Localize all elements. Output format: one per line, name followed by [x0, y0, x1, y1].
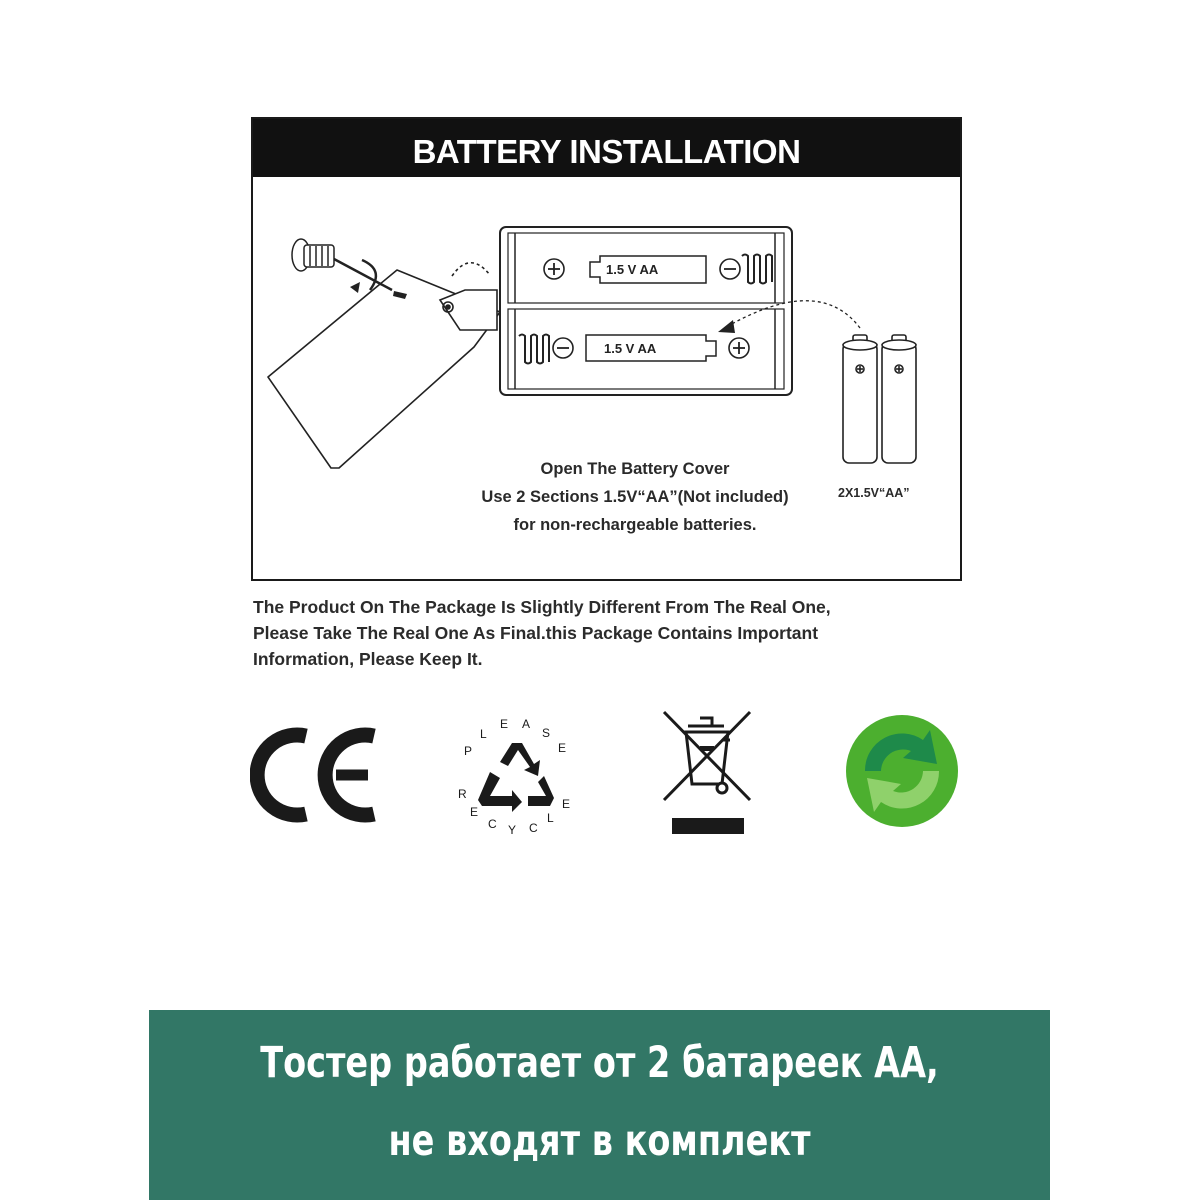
svg-text:E: E — [558, 741, 567, 755]
please-recycle-icon — [450, 710, 580, 840]
instruction-title: BATTERY INSTALLATION — [412, 133, 801, 170]
step-line-2: Use 2 Sections 1.5V“AA”(Not included) — [481, 488, 789, 506]
installation-steps — [440, 455, 830, 539]
svg-text:Y: Y — [508, 823, 517, 837]
svg-text:S: S — [542, 726, 551, 740]
svg-text:L: L — [480, 727, 487, 741]
svg-text:C: C — [529, 821, 538, 835]
top-slot-label: 1.5 V AA — [606, 262, 659, 277]
svg-text:C: C — [488, 817, 497, 831]
svg-text:E: E — [500, 717, 509, 731]
banner-line-2: не входят в комплект — [388, 1116, 811, 1166]
battery-holder-icon — [500, 227, 860, 395]
step-line-3: for non-rechargeable batteries. — [513, 516, 757, 534]
screwdriver-icon — [292, 239, 407, 299]
disclaimer-line-3: Information, Please Keep It. — [253, 649, 483, 669]
battery-caption: 2X1.5V“AA” — [838, 486, 910, 500]
banner-line-1: Тостер работает от 2 батареек АА, — [260, 1038, 939, 1088]
disclaimer-text — [253, 594, 993, 672]
aa-batteries-icon — [843, 335, 916, 463]
disclaimer-line-1: The Product On The Package Is Slightly Different From The Real One, — [253, 597, 831, 617]
green-dot-icon — [845, 714, 959, 828]
battery-cover-icon — [268, 263, 500, 468]
step-line-1: Open The Battery Cover — [540, 460, 730, 478]
svg-text:E: E — [562, 797, 571, 811]
bottom-slot-label: 1.5 V AA — [604, 341, 657, 356]
svg-text:A: A — [522, 717, 531, 731]
svg-text:L: L — [547, 811, 554, 825]
info-banner — [149, 1010, 1050, 1200]
disclaimer-line-2: Please Take The Real One As Final.this Package Contains Important — [253, 623, 819, 643]
ce-mark-icon — [250, 722, 382, 828]
svg-text:P: P — [464, 744, 473, 758]
crossed-out-bin-icon — [660, 708, 756, 838]
svg-text:R: R — [458, 787, 467, 801]
svg-text:E: E — [470, 805, 479, 819]
